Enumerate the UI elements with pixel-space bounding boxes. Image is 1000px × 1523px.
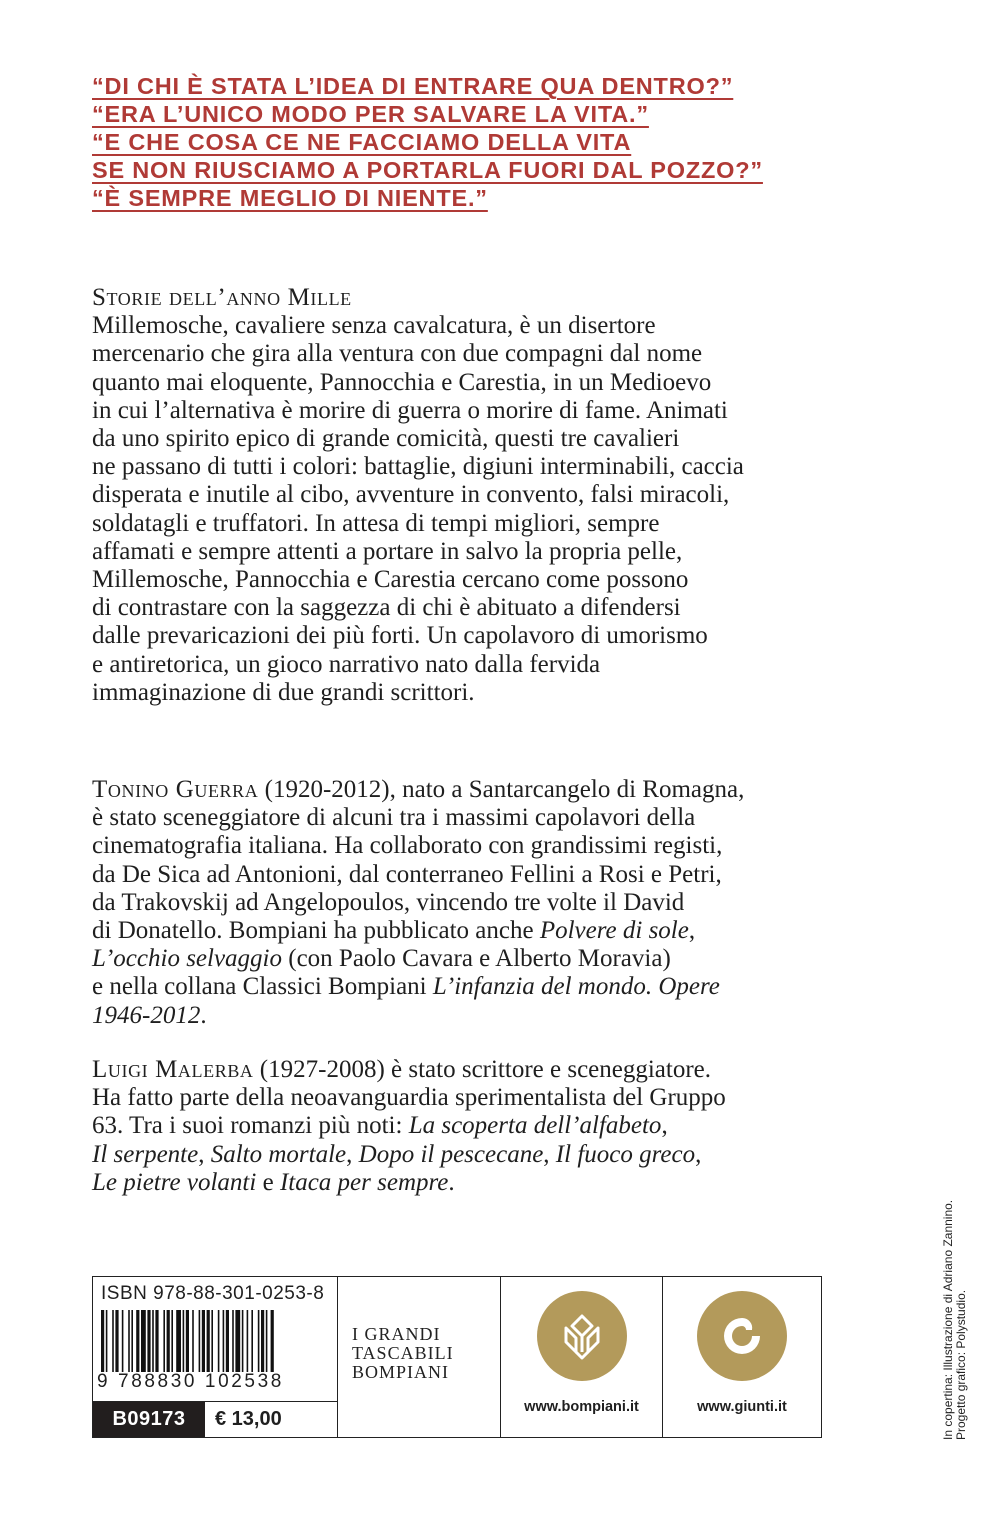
- synopsis-line: affamati e sempre attenti a portare in salvo la propria pelle,: [92, 537, 683, 565]
- bio-text: e nella collana Classici Bompiani: [92, 973, 433, 1001]
- book-title: Il fuoco greco: [555, 1140, 696, 1168]
- bio-text: (con Paolo Cavara e Alberto Moravia): [282, 945, 671, 973]
- synopsis-line: soldatagli e truffatori. In attesa di tempi migliori, sempre: [92, 509, 660, 537]
- series-cell: [338, 1277, 501, 1437]
- synopsis-heading: Storie dell’anno Mille: [92, 284, 352, 311]
- bio-text: ,: [695, 1140, 702, 1168]
- bio-text: (1927-2008) è stato scrittore e sceneggiatore.: [253, 1056, 712, 1083]
- book-title: Il serpente: [92, 1140, 199, 1168]
- book-title: L’occhio selvaggio: [92, 945, 283, 973]
- bio-text: di Donatello. Bompiani ha pubblicato anche: [92, 917, 540, 945]
- back-cover-quotes: [92, 72, 763, 212]
- synopsis-line: ne passano di tutti i colori: battaglie, digiuni interminabili, caccia: [92, 453, 744, 481]
- synopsis-line: di contrastare con la saggezza di chi è abituato a difendersi: [92, 594, 681, 622]
- bio-text: ,: [688, 917, 696, 945]
- credits: [942, 1200, 968, 1440]
- author-name: Luigi Malerba: [92, 1056, 254, 1083]
- barcode-digits: 9 788830 102538: [97, 1371, 284, 1392]
- isbn-text: ISBN 978-88-301-0253-8: [101, 1283, 325, 1304]
- giunti-url: www.giunti.it: [697, 1399, 787, 1415]
- bompiani-url: www.bompiani.it: [524, 1399, 639, 1415]
- bio-text: .: [200, 1001, 207, 1029]
- synopsis-section: [92, 284, 932, 707]
- author-name: Tonino Guerra: [92, 776, 259, 803]
- guerra-bio: [92, 776, 932, 1030]
- barcode-icon: [101, 1310, 329, 1372]
- giunti-cell: [663, 1277, 821, 1437]
- series-line: BOMPIANI: [352, 1362, 450, 1382]
- series-logo: [352, 1325, 454, 1382]
- book-title: L’infanzia del mondo. Opere: [432, 973, 720, 1001]
- quote-line: “ERA L’UNICO MODO PER SALVARE LA VITA.”: [92, 101, 649, 127]
- bio-text: 63. Tra i suoi romanzi più noti:: [92, 1112, 409, 1140]
- book-title: Dopo il pescecane: [358, 1140, 544, 1168]
- barcode-cell: [93, 1277, 338, 1437]
- bio-line: da Trakovskij ad Angelopoulos, vincendo tre volte il David: [92, 888, 685, 916]
- bio-line: da De Sica ad Antonioni, dal conterraneo Fellini a Rosi e Petri,: [92, 860, 722, 888]
- series-line: TASCABILI: [352, 1343, 454, 1363]
- bio-line: è stato sceneggiatore di alcuni tra i massimi capolavori della: [92, 804, 696, 832]
- bio-text: ,: [543, 1140, 556, 1168]
- quote-line: “DI CHI È STATA L’IDEA DI ENTRARE QUA DENTRO?”: [92, 73, 734, 99]
- synopsis-line: mercenario che gira alla ventura con due compagni dal nome: [92, 340, 703, 368]
- bompiani-logo-icon: [537, 1291, 627, 1381]
- bio-line: Ha fatto parte della neoavanguardia sperimentalista del Gruppo: [92, 1084, 726, 1112]
- synopsis-line: Millemosche, cavaliere senza cavalcatura, è un disertore: [92, 312, 656, 340]
- synopsis-line: da uno spirito epico di grande comicità, questi tre cavalieri: [92, 425, 680, 453]
- credit-line: Progetto grafico: Polystudio.: [954, 1289, 968, 1440]
- bio-text: e: [256, 1168, 280, 1196]
- quote-line: SE NON RIUSCIAMO A PORTARLA FUORI DAL POZZO?”: [92, 157, 763, 183]
- synopsis-line: immaginazione di due grandi scrittori.: [92, 678, 475, 706]
- quote-line: “È SEMPRE MEGLIO DI NIENTE.”: [92, 185, 488, 211]
- book-title: Le pietre volanti: [92, 1168, 257, 1196]
- bio-text: .: [448, 1168, 455, 1196]
- malerba-bio: [92, 1056, 932, 1197]
- bio-text: (1920-2012), nato a Santarcangelo di Romagna,: [258, 776, 745, 803]
- synopsis-line: Millemosche, Pannocchia e Carestia cercano come possono: [92, 566, 689, 594]
- book-title: Salto mortale: [210, 1140, 347, 1168]
- bio-text: ,: [661, 1112, 668, 1140]
- product-code-badge: B09173: [93, 1402, 205, 1437]
- bio-text: ,: [198, 1140, 211, 1168]
- synopsis-line: dalle prevaricazioni dei più forti. Un capolavoro di umorismo: [92, 622, 708, 650]
- series-line: I GRANDI: [352, 1324, 441, 1344]
- synopsis-line: quanto mai eloquente, Pannocchia e Carestia, in un Medioevo: [92, 368, 712, 396]
- bompiani-cell: [501, 1277, 663, 1437]
- synopsis-line: in cui l’alternativa è morire di guerra o morire di fame. Animati: [92, 396, 728, 424]
- book-title: 1946-2012: [92, 1001, 201, 1029]
- synopsis-line: e antiretorica, un gioco narrativo nato dalla fervida: [92, 650, 601, 678]
- book-title: Polvere di sole: [539, 917, 689, 945]
- bio-line: cinematografia italiana. Ha collaborato con grandissimi registi,: [92, 832, 723, 860]
- quote-line: “E CHE COSA CE NE FACCIAMO DELLA VITA: [92, 129, 632, 155]
- book-title: Itaca per sempre: [279, 1168, 449, 1196]
- synopsis-line: disperata e inutile al cibo, avventure in convento, falsi miracoli,: [92, 481, 730, 509]
- barcode-panel: [92, 1276, 822, 1438]
- giunti-logo-icon: [697, 1291, 787, 1381]
- bio-text: ,: [346, 1140, 359, 1168]
- credit-line: In copertina: Illustrazione di Adriano Zannino.: [941, 1199, 955, 1440]
- book-title: La scoperta dell’alfabeto: [408, 1112, 662, 1140]
- price: € 13,00: [215, 1408, 282, 1430]
